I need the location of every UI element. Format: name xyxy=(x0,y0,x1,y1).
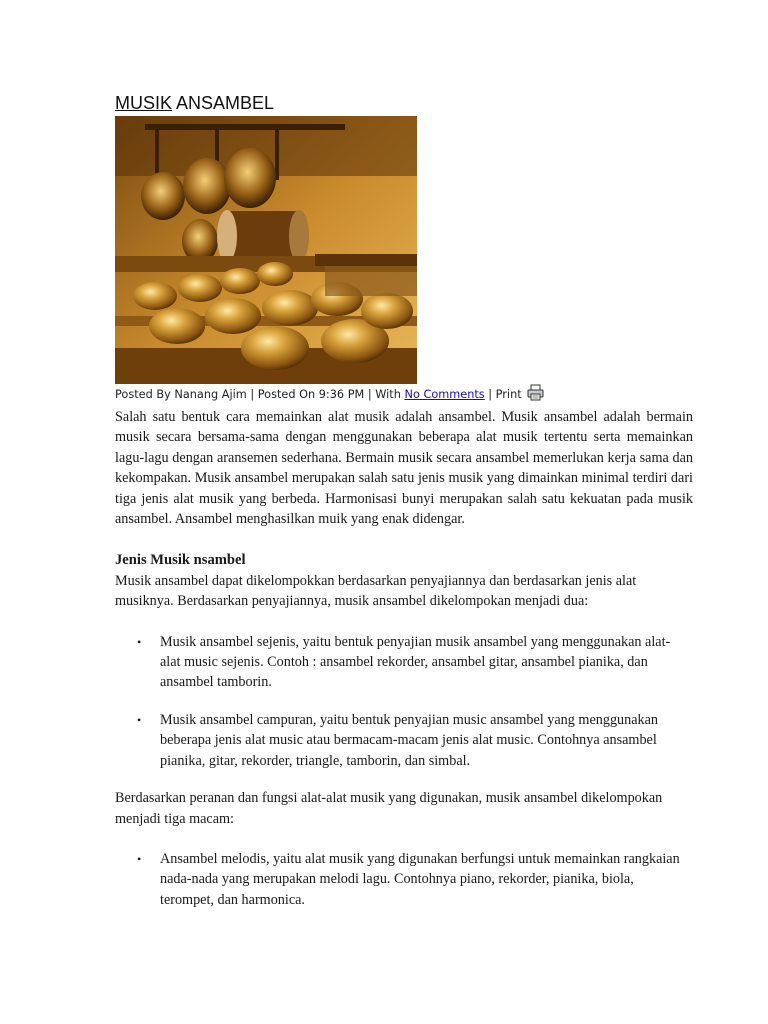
function-list xyxy=(115,849,693,910)
title-rest: ANSAMBEL xyxy=(172,93,275,113)
presentation-list xyxy=(115,632,693,771)
print-label: | Print xyxy=(484,388,522,401)
list-line: beberapa jenis alat music atau bermacam-macam jenis alat music. Contohnya ansambel xyxy=(160,732,657,749)
printer-icon[interactable] xyxy=(527,384,544,407)
post-meta-text: Posted By Nanang Ajim | Posted On 9:36 PM | With xyxy=(115,388,405,401)
list-line: ansambel tamborin. xyxy=(160,674,272,691)
document-page xyxy=(115,92,693,910)
list-line: terompet, dan harmonica. xyxy=(160,891,305,908)
bullet: • xyxy=(137,634,142,649)
gamelan-photo xyxy=(115,116,417,384)
intro-paragraph: Salah satu bentuk cara memainkan alat musik adalah ansambel. Musik ansambel adalah bermain musik secara bersama-sama dengan menggunakan beberapa alat musik tertentu serta memainkan lagu-lagu dengan aransemen sederhana. Bermain musik secara ansambel memerlukan kerja sama dan kekompakan. Musik ansambel merupakan salah satu jenis musik yang dimainkan minimal terdiri dari tiga jenis alat musik yang berbeda. Harmonisasi bunyi merupakan salah satu kekuatan pada musik ansambel. Ansambel menghasilkan muik yang enak didengar. xyxy=(115,409,693,528)
para2-line-2: menjadi tiga macam: xyxy=(115,810,234,827)
page-title xyxy=(115,92,693,114)
article-body xyxy=(115,407,693,910)
list-item xyxy=(115,849,693,910)
no-comments-link[interactable]: No Comments xyxy=(404,388,485,401)
post-meta xyxy=(115,384,693,407)
list-line: pianika, gitar, rekorder, triangle, tamborin, dan simbal. xyxy=(160,752,471,769)
bullet: • xyxy=(137,712,142,727)
bullet: • xyxy=(137,851,142,866)
section-line-2: musiknya. Berdasarkan penyajiannya, musik ansambel dikelompokan menjadi dua: xyxy=(115,593,589,610)
section-line-1: Musik ansambel dapat dikelompokkan berdasarkan penyajiannya dan berdasarkan jenis alat xyxy=(115,572,637,589)
title-underlined-word: MUSIK xyxy=(115,93,173,113)
section-heading: Jenis Musik nsambel xyxy=(115,552,246,569)
list-line: alat music sejenis. Contoh : ansambel rekorder, ansambel gitar, ansambel pianika, dan xyxy=(160,654,648,671)
list-line: Musik ansambel sejenis, yaitu bentuk penyajian musik ansambel yang menggunakan alat- xyxy=(160,633,671,650)
list-line: nada-nada yang merupakan melodi lagu. Contohnya piano, rekorder, pianika, biola, xyxy=(160,871,634,888)
list-line: Ansambel melodis, yaitu alat musik yang digunakan berfungsi untuk memainkan rangkaian xyxy=(160,850,680,867)
list-item xyxy=(115,710,693,771)
list-line: Musik ansambel campuran, yaitu bentuk penyajian music ansambel yang menggunakan xyxy=(160,711,659,728)
para2-line-1: Berdasarkan peranan dan fungsi alat-alat musik yang digunakan, musik ansambel dikelompokan xyxy=(115,790,663,807)
list-item xyxy=(115,632,693,693)
gamelan-illustration xyxy=(115,116,417,384)
